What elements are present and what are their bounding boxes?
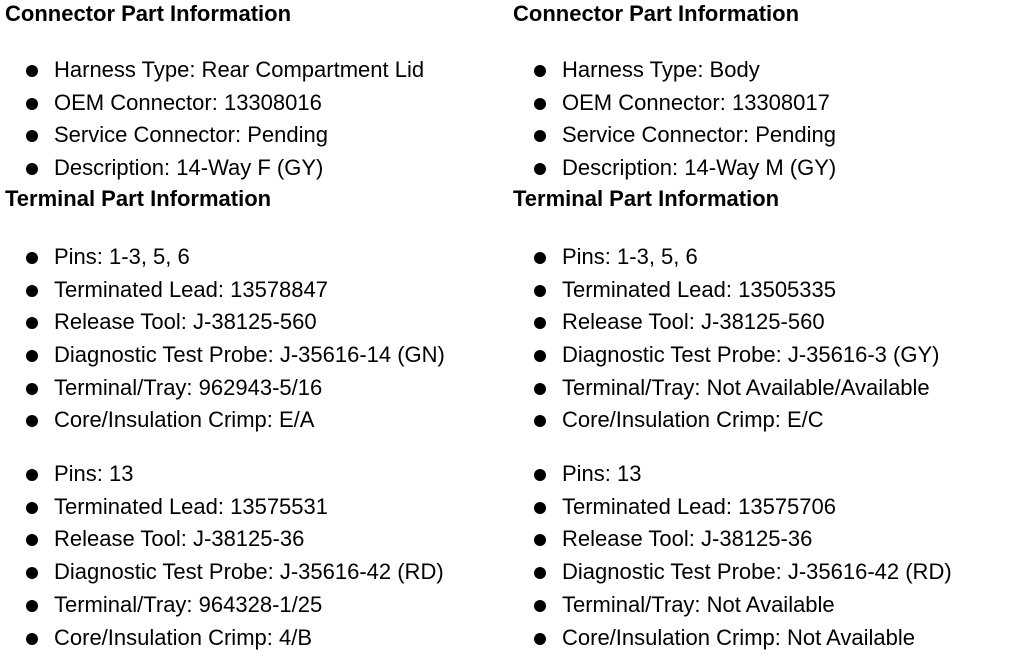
list-item: Diagnostic Test Probe: J-35616-42 (RD) xyxy=(5,556,510,589)
list-item: Terminated Lead: 13575706 xyxy=(513,491,1018,524)
list-item: Pins: 1-3, 5, 6 xyxy=(513,241,1018,274)
bullet-icon xyxy=(26,600,38,612)
bullet-icon xyxy=(534,285,546,297)
list-item: Diagnostic Test Probe: J-35616-14 (GN) xyxy=(5,339,510,372)
list-item: Release Tool: J-38125-36 xyxy=(5,523,510,556)
list-item: Terminal/Tray: 962943-5/16 xyxy=(5,372,510,405)
list-item: Core/Insulation Crimp: 4/B xyxy=(5,622,510,655)
bullet-icon xyxy=(26,502,38,514)
bullet-icon xyxy=(534,383,546,395)
list-item: Terminal/Tray: Not Available xyxy=(513,589,1018,622)
terminal-group-1-list xyxy=(513,241,1018,437)
bullet-icon xyxy=(26,163,38,175)
list-item: Core/Insulation Crimp: E/A xyxy=(5,404,510,437)
list-item: OEM Connector: 13308017 xyxy=(513,87,1018,120)
terminal-group-2-list xyxy=(5,458,510,654)
bullet-icon xyxy=(26,252,38,264)
list-item: Terminal/Tray: 964328-1/25 xyxy=(5,589,510,622)
list-item: Service Connector: Pending xyxy=(5,119,510,152)
bullet-icon xyxy=(534,317,546,329)
left-column xyxy=(5,0,510,654)
list-item: Harness Type: Rear Compartment Lid xyxy=(5,54,510,87)
bullet-icon xyxy=(534,469,546,481)
list-item: Core/Insulation Crimp: E/C xyxy=(513,404,1018,437)
bullet-icon xyxy=(26,567,38,579)
connector-part-list xyxy=(5,54,510,185)
list-item: Service Connector: Pending xyxy=(513,119,1018,152)
bullet-icon xyxy=(26,98,38,110)
terminal-part-heading: Terminal Part Information xyxy=(5,185,272,211)
bullet-icon xyxy=(26,469,38,481)
list-item: Pins: 13 xyxy=(513,458,1018,491)
list-item: Terminated Lead: 13575531 xyxy=(5,491,510,524)
terminal-group-1-list xyxy=(5,241,510,437)
bullet-icon xyxy=(534,98,546,110)
bullet-icon xyxy=(26,285,38,297)
bullet-icon xyxy=(26,633,38,645)
bullet-icon xyxy=(534,567,546,579)
list-item: Terminal/Tray: Not Available/Available xyxy=(513,372,1018,405)
bullet-icon xyxy=(26,350,38,362)
list-item: Terminated Lead: 13505335 xyxy=(513,274,1018,307)
terminal-part-heading: Terminal Part Information xyxy=(513,185,780,211)
bullet-icon xyxy=(26,130,38,142)
list-item: OEM Connector: 13308016 xyxy=(5,87,510,120)
bullet-icon xyxy=(534,163,546,175)
list-item: Description: 14-Way F (GY) xyxy=(5,152,510,185)
bullet-icon xyxy=(534,252,546,264)
list-item: Pins: 1-3, 5, 6 xyxy=(5,241,510,274)
bullet-icon xyxy=(534,534,546,546)
bullet-icon xyxy=(534,502,546,514)
bullet-icon xyxy=(26,383,38,395)
list-item: Release Tool: J-38125-560 xyxy=(5,306,510,339)
connector-part-list xyxy=(513,54,1018,185)
bullet-icon xyxy=(534,600,546,612)
list-item: Diagnostic Test Probe: J-35616-42 (RD) xyxy=(513,556,1018,589)
bullet-icon xyxy=(26,65,38,77)
connector-part-heading: Connector Part Information xyxy=(5,1,292,26)
bullet-icon xyxy=(26,415,38,427)
bullet-icon xyxy=(26,534,38,546)
list-item: Pins: 13 xyxy=(5,458,510,491)
list-item: Description: 14-Way M (GY) xyxy=(513,152,1018,185)
bullet-icon xyxy=(534,350,546,362)
bullet-icon xyxy=(534,130,546,142)
list-item: Release Tool: J-38125-560 xyxy=(513,306,1018,339)
bullet-icon xyxy=(534,415,546,427)
bullet-icon xyxy=(26,317,38,329)
list-item: Harness Type: Body xyxy=(513,54,1018,87)
terminal-group-2-list xyxy=(513,458,1018,654)
right-column xyxy=(513,0,1018,654)
list-item: Core/Insulation Crimp: Not Available xyxy=(513,622,1018,655)
bullet-icon xyxy=(534,65,546,77)
list-item: Terminated Lead: 13578847 xyxy=(5,274,510,307)
list-item: Release Tool: J-38125-36 xyxy=(513,523,1018,556)
list-item: Diagnostic Test Probe: J-35616-3 (GY) xyxy=(513,339,1018,372)
connector-part-heading: Connector Part Information xyxy=(513,1,800,26)
bullet-icon xyxy=(534,633,546,645)
